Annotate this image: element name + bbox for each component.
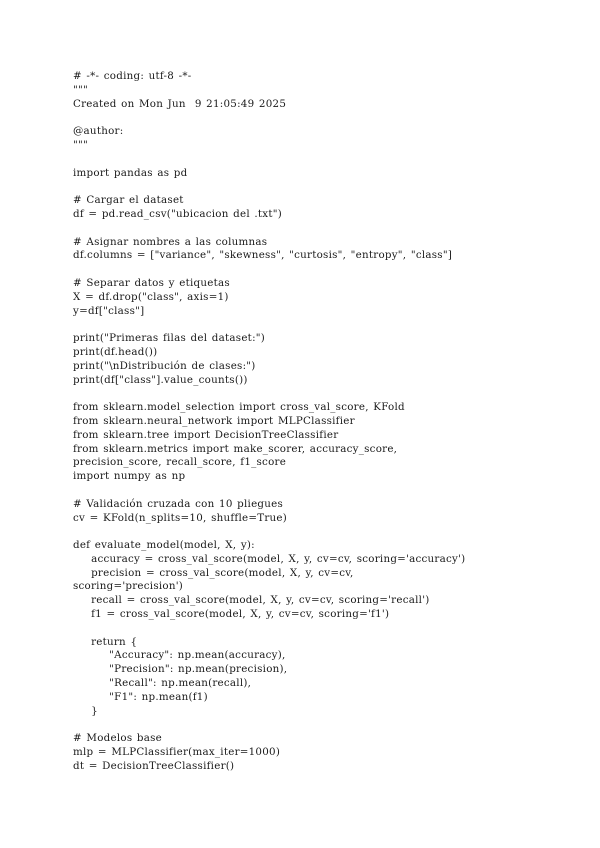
code-line: f1 = cross_val_score(model, X, y, cv=cv, scoring='f1') [73, 608, 390, 621]
code-line: @author: [73, 125, 124, 138]
code-line: from sklearn.model_selection import cross_val_score, KFold [73, 401, 405, 414]
code-line [73, 387, 583, 401]
code-line: df = pd.read_csv("ubicacion del .txt") [73, 207, 282, 220]
code-line: "Recall": np.mean(recall), [73, 677, 252, 690]
code-line: print("\nDistribución de clases:") [73, 359, 256, 372]
code-line: """ [73, 83, 88, 96]
code-line: # Cargar el dataset [73, 194, 184, 207]
code-line [73, 153, 583, 167]
code-line: df.columns = ["variance", "skewness", "curtosis", "entropy", "class"] [73, 249, 453, 262]
code-line: precision_score, recall_score, f1_score [73, 456, 287, 469]
code-line: def evaluate_model(model, X, y): [73, 539, 255, 552]
code-line [73, 484, 583, 498]
code-line: } [73, 704, 98, 717]
code-line: # Asignar nombres a las columnas [73, 235, 268, 248]
code-line [73, 180, 583, 194]
code-line [73, 718, 583, 732]
code-line: # Modelos base [73, 732, 162, 745]
code-line [73, 111, 583, 125]
code-line: print(df.head()) [73, 345, 158, 358]
code-line: accuracy = cross_val_score(model, X, y, cv=cv, scoring='accuracy') [73, 552, 466, 565]
code-line: from sklearn.neural_network import MLPClassifier [73, 414, 355, 427]
code-line: precision = cross_val_score(model, X, y, cv=cv, [73, 566, 354, 579]
code-line: "Accuracy": np.mean(accuracy), [73, 649, 286, 662]
code-line: mlp = MLPClassifier(max_iter=1000) [73, 746, 281, 759]
code-line [73, 222, 583, 236]
code-line [73, 525, 583, 539]
code-line [73, 622, 583, 636]
code-line: "Precision": np.mean(precision), [73, 663, 288, 676]
code-line: from sklearn.metrics import make_scorer, accuracy_score, [73, 442, 398, 455]
code-line: X = df.drop("class", axis=1) [73, 290, 229, 303]
code-line: Created on Mon Jun 9 21:05:49 2025 [73, 97, 287, 110]
code-line: y=df["class"] [73, 304, 145, 317]
code-line: import numpy as np [73, 470, 186, 483]
code-line [73, 263, 583, 277]
code-line: "F1": np.mean(f1) [73, 690, 208, 703]
code-line: dt = DecisionTreeClassifier() [73, 759, 235, 772]
code-line: print("Primeras filas del dataset:") [73, 332, 266, 345]
code-line [73, 318, 583, 332]
code-line: print(df["class"].value_counts()) [73, 373, 248, 386]
code-line: # -*- coding: utf-8 -*- [73, 70, 192, 82]
code-line: # Validación cruzada con 10 pliegues [73, 497, 284, 510]
code-line: """ [73, 138, 88, 151]
code-line: import pandas as pd [73, 166, 188, 179]
code-block [73, 70, 583, 774]
code-line: return { [73, 635, 138, 648]
code-line: # Separar datos y etiquetas [73, 276, 230, 289]
code-line: recall = cross_val_score(model, X, y, cv=cv, scoring='recall') [73, 594, 430, 607]
code-line: from sklearn.tree import DecisionTreeClassifier [73, 428, 339, 441]
code-line: scoring='precision') [73, 580, 184, 593]
code-line: cv = KFold(n_splits=10, shuffle=True) [73, 511, 288, 524]
